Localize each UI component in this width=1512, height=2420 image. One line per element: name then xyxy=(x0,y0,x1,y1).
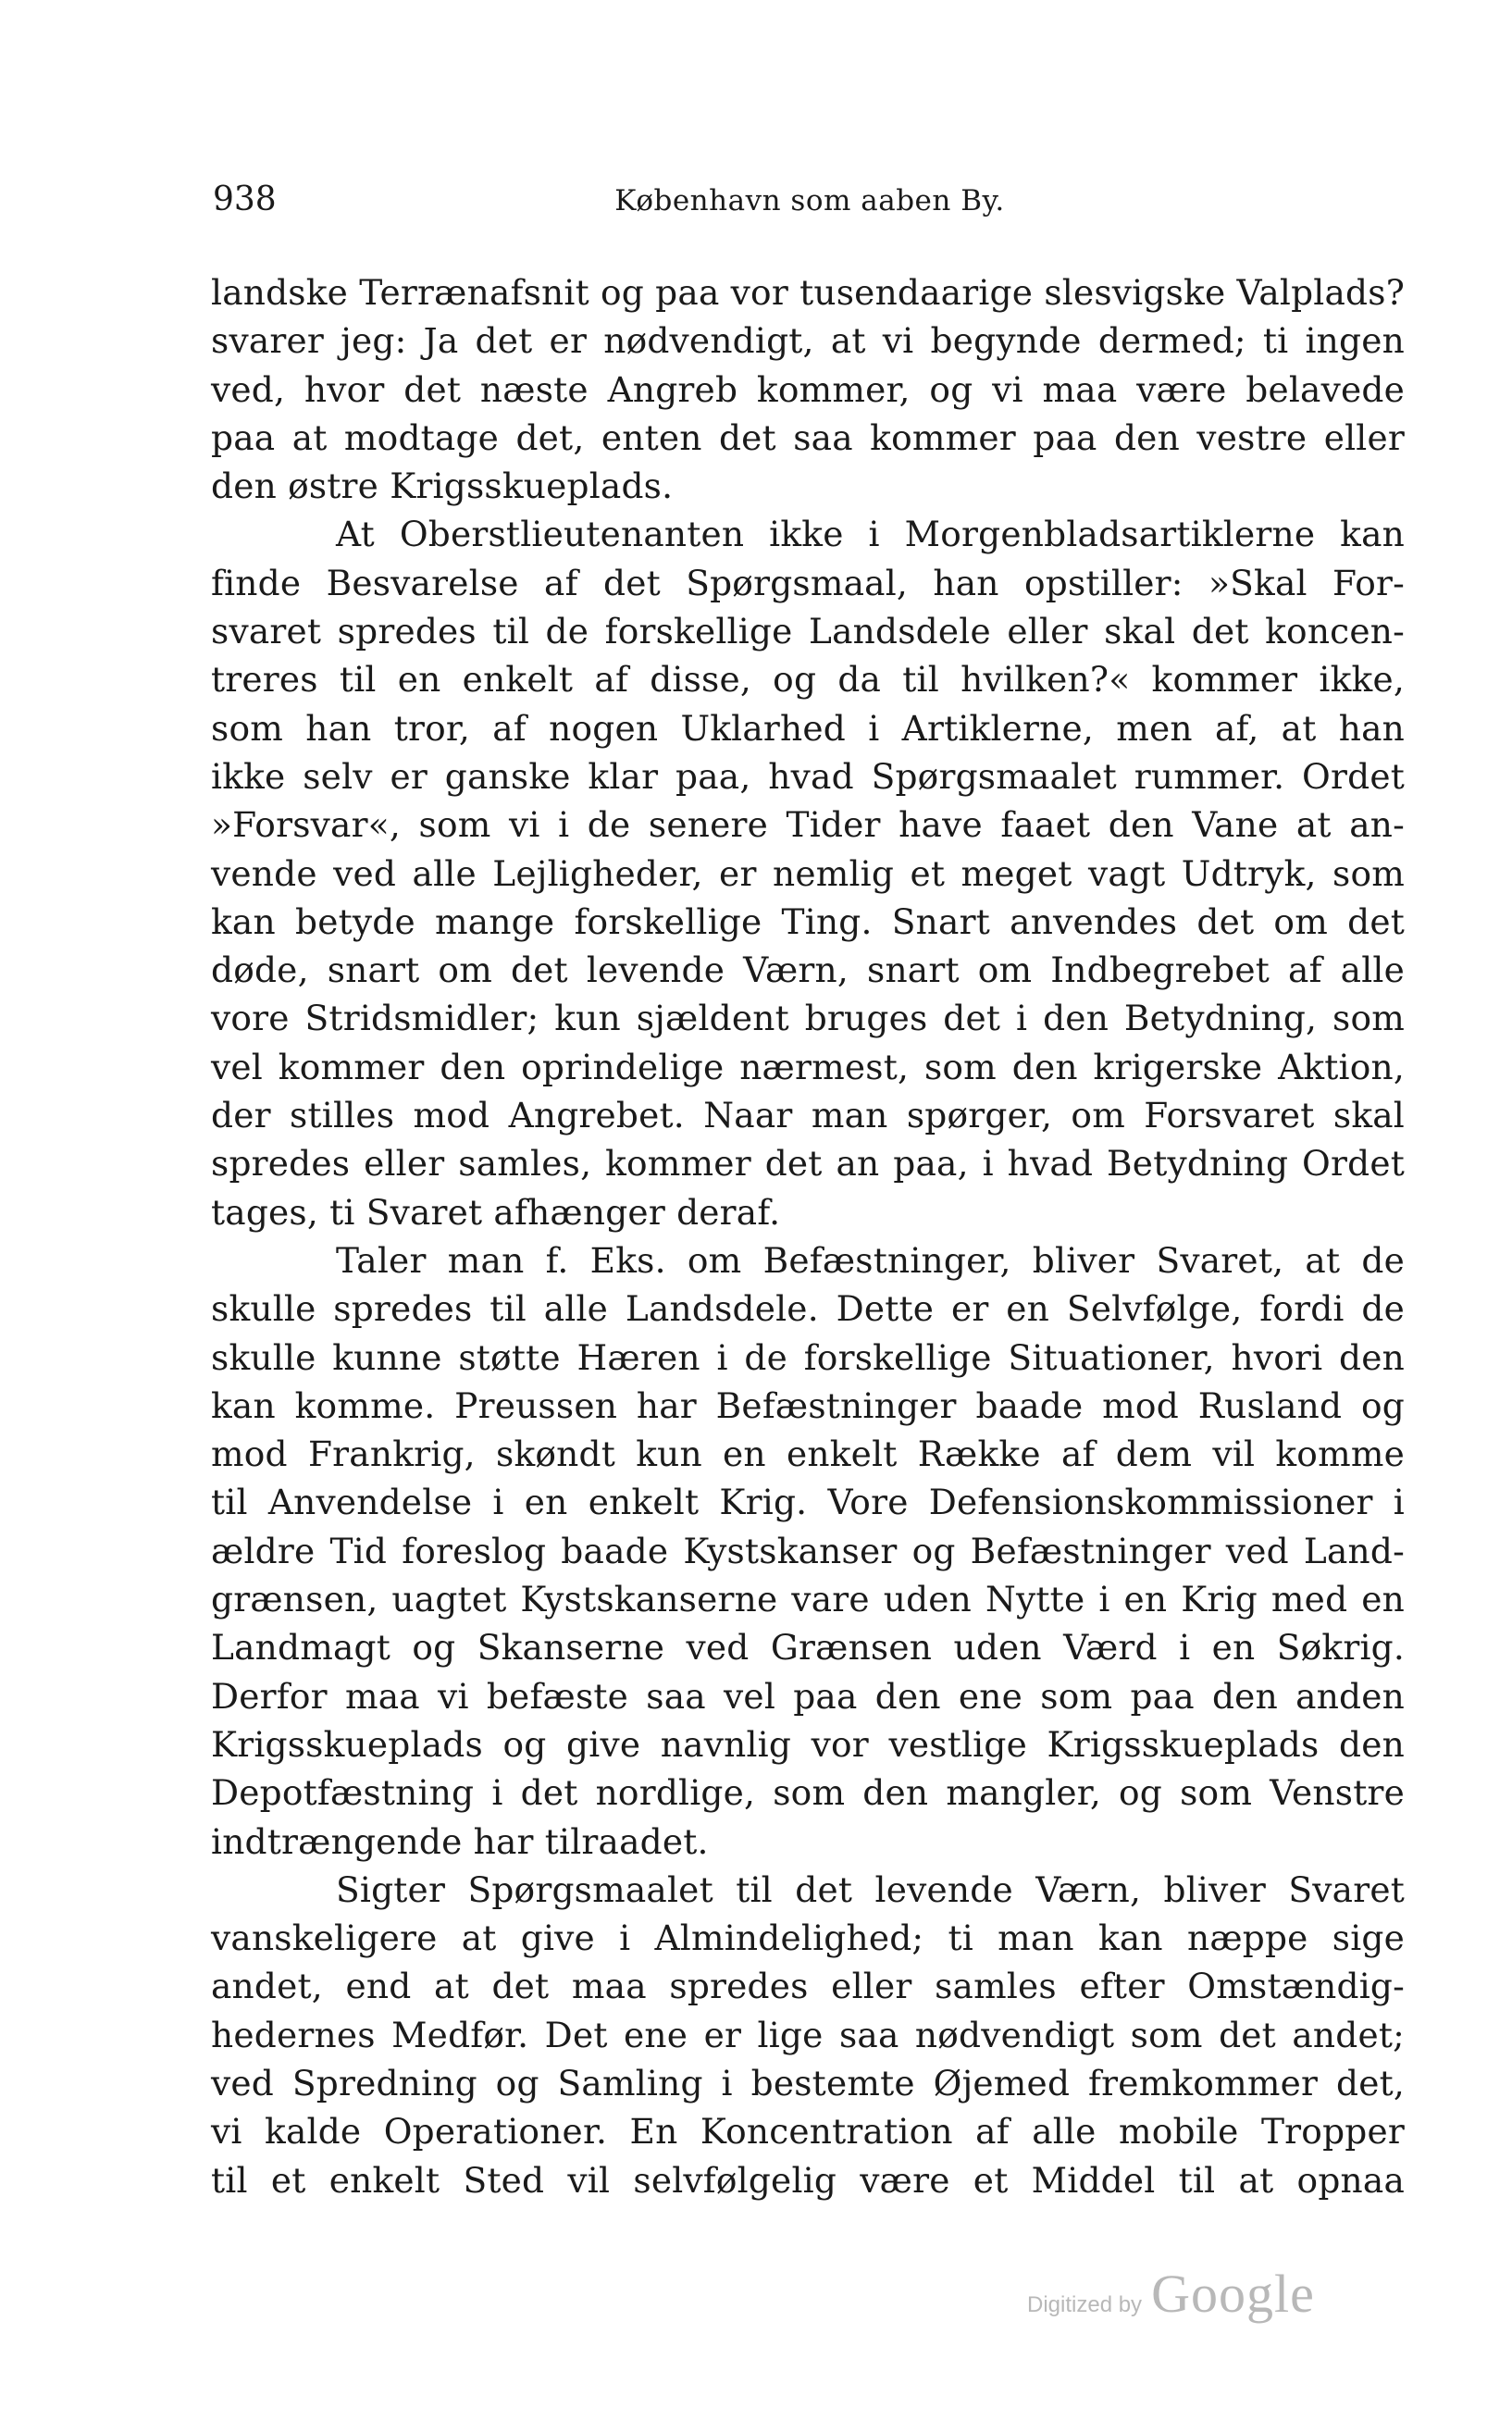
text-line: hedernes Medfør. Det ene er lige saa nødvendigt som det andet; xyxy=(211,2014,1405,2055)
paragraph-start-line: At Oberstlieutenanten ikke i Morgenbladsartiklerne kan xyxy=(336,514,1405,555)
body-text xyxy=(211,268,1405,2204)
running-title: København som aaben By. xyxy=(614,184,1005,217)
text-line: vel kommer den oprindelige nærmest, som den krigerske Aktion, xyxy=(211,1046,1405,1087)
text-line: ved, hvor det næste Angreb kommer, og vi maa være belavede xyxy=(211,368,1405,410)
text-line: til Anvendelse i en enkelt Krig. Vore Defensionskommissioner i xyxy=(211,1482,1405,1523)
text-line: ved Spredning og Samling i bestemte Øjemed fremkommer det, xyxy=(211,2062,1405,2104)
text-line: til et enkelt Sted vil selvfølgelig være et Middel til at opnaa xyxy=(211,2159,1405,2201)
text-line: Derfor maa vi befæste saa vel paa den ene som paa den anden xyxy=(211,1675,1405,1717)
text-line: finde Besvarelse af det Spørgsmaal, han opstiller: »Skal For- xyxy=(211,562,1405,603)
watermark-prefix: Digitized by xyxy=(1027,2292,1143,2317)
text-line: ældre Tid foreslog baade Kystskanser og Befæstninger ved Land- xyxy=(211,1530,1405,1571)
text-line: svarer jeg: Ja det er nødvendigt, at vi begynde dermed; ti ingen xyxy=(211,320,1405,362)
text-line: indtrængende har tilraadet. xyxy=(211,1820,709,1862)
text-line: landske Terrænafsnit og paa vor tusendaarige slesvigske Valplads? xyxy=(211,272,1405,313)
text-line: treres til en enkelt af disse, og da til hvilken?« kommer ikke, xyxy=(211,659,1405,701)
text-line: kan betyde mange forskellige Ting. Snart anvendes det om det xyxy=(211,900,1405,942)
paragraph-start-line: Taler man f. Eks. om Befæstninger, bliver Svaret, at de xyxy=(336,1239,1405,1281)
text-line: »Forsvar«, som vi i de senere Tider have faaet den Vane at an- xyxy=(211,804,1405,846)
text-line: vende ved alle Lejligheder, er nemlig et meget vagt Udtryk, som xyxy=(211,852,1405,894)
google-logo: Google xyxy=(1151,2264,1315,2324)
text-line: skulle kunne støtte Hæren i de forskellige Situationer, hvori den xyxy=(211,1336,1405,1378)
text-line: tages, ti Svaret afhænger deraf. xyxy=(211,1191,781,1233)
page-header xyxy=(213,180,1407,236)
text-line: døde, snart om det levende Værn, snart om Indbegrebet af alle xyxy=(211,949,1405,991)
text-line: den østre Krigsskueplads. xyxy=(211,465,674,507)
text-line: kan komme. Preussen har Befæstninger baade mod Rusland og xyxy=(211,1384,1405,1426)
page-number: 938 xyxy=(213,180,277,218)
text-line: som han tror, af nogen Uklarhed i Artiklerne, men af, at han xyxy=(211,707,1405,749)
text-line: vanskeligere at give i Almindelighed; ti man kan næppe sige xyxy=(211,1917,1405,1959)
text-line: vi kalde Operationer. En Koncentration af alle mobile Tropper xyxy=(211,2111,1405,2153)
paragraph-start-line: Sigter Spørgsmaalet til det levende Værn, bliver Svaret xyxy=(336,1868,1405,1910)
text-line: Krigsskueplads og give navnlig vor vestlige Krigsskueplads den xyxy=(211,1723,1405,1765)
text-line: Depotfæstning i det nordlige, som den mangler, og som Venstre xyxy=(211,1772,1405,1814)
text-line: skulle spredes til alle Landsdele. Dette er en Selvfølge, fordi de xyxy=(211,1288,1405,1330)
text-line: vore Stridsmidler; kun sjældent bruges det i den Betydning, som xyxy=(211,998,1405,1039)
text-line: andet, end at det maa spredes eller samles efter Omstændig- xyxy=(211,1966,1405,2007)
text-line: paa at modtage det, enten det saa kommer paa den vestre eller xyxy=(211,416,1405,458)
text-line: Landmagt og Skanserne ved Grænsen uden Værd i en Søkrig. xyxy=(211,1627,1405,1669)
text-line: der stilles mod Angrebet. Naar man spørger, om Forsvaret skal xyxy=(211,1095,1405,1136)
google-watermark xyxy=(1027,2263,1360,2337)
text-line: mod Frankrig, skøndt kun en enkelt Række af dem vil komme xyxy=(211,1433,1405,1475)
text-line: grænsen, uagtet Kystskanserne vare uden Nytte i en Krig med en xyxy=(211,1579,1405,1620)
text-line: ikke selv er ganske klar paa, hvad Spørgsmaalet rummer. Ordet xyxy=(211,755,1405,797)
text-line: svaret spredes til de forskellige Landsdele eller skal det koncen- xyxy=(211,611,1405,652)
text-line: spredes eller samles, kommer det an paa, i hvad Betydning Ordet xyxy=(211,1143,1405,1185)
